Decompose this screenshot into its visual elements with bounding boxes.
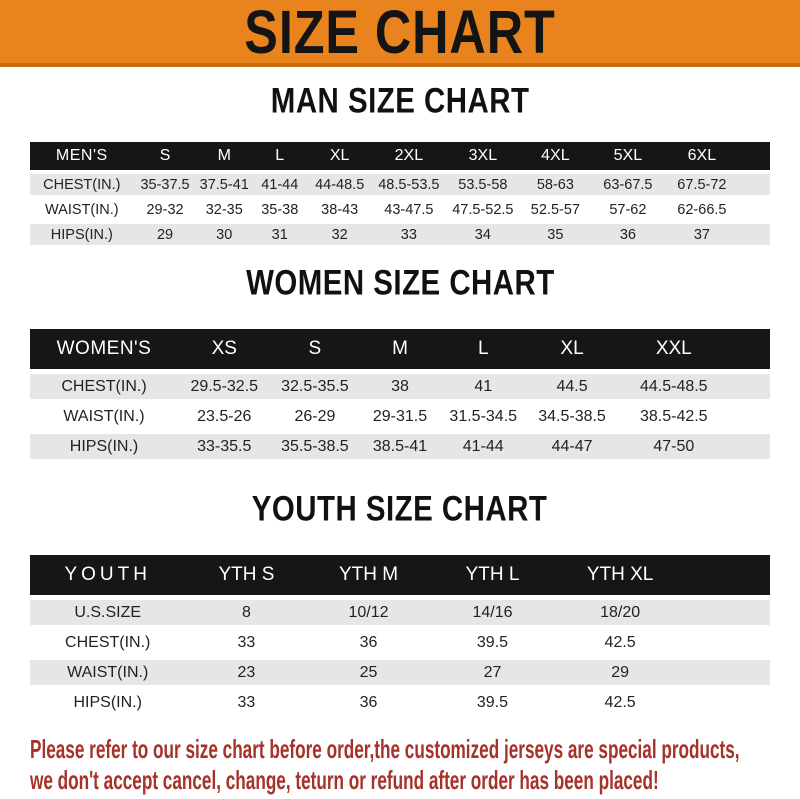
size-value-cell: 67.5-72 (665, 174, 739, 195)
table-row (30, 174, 770, 195)
size-value-cell: 53.5-58 (446, 174, 520, 195)
size-value-cell: 36 (591, 224, 665, 245)
size-column-header: 3XL (446, 142, 520, 170)
size-value-cell: 29 (134, 224, 197, 245)
size-value-cell: 39.5 (430, 690, 556, 715)
size-value-cell: 36 (307, 630, 429, 655)
size-column-header: 5XL (591, 142, 665, 170)
size-value-cell: 42.5 (555, 630, 685, 655)
size-column-header: 2XL (372, 142, 446, 170)
size-column-header: XL (526, 329, 619, 369)
women-size-section (0, 262, 800, 464)
size-value-cell: 58-63 (520, 174, 591, 195)
men-size-table (30, 138, 770, 249)
spacer-cell (739, 199, 770, 220)
size-value-cell: 57-62 (591, 199, 665, 220)
size-value-cell: 23 (185, 660, 307, 685)
size-value-cell: 47.5-52.5 (446, 199, 520, 220)
size-column-header: YTH L (430, 555, 556, 595)
youth-header-row (30, 555, 770, 595)
size-column-header: M (359, 329, 440, 369)
size-value-cell: 32-35 (196, 199, 252, 220)
size-column-header: YTH XL (555, 555, 685, 595)
size-value-cell: 25 (307, 660, 429, 685)
size-value-cell: 38.5-42.5 (618, 404, 729, 429)
table-row (30, 199, 770, 220)
spacer-cell (685, 690, 770, 715)
size-value-cell: 32.5-35.5 (271, 374, 360, 399)
table-row (30, 660, 770, 685)
size-value-cell: 38 (359, 374, 440, 399)
table-row (30, 630, 770, 655)
row-label: CHEST(IN.) (30, 174, 134, 195)
size-column-header: L (441, 329, 526, 369)
size-value-cell: 37.5-41 (196, 174, 252, 195)
size-value-cell: 44.5-48.5 (618, 374, 729, 399)
spacer-cell (729, 404, 770, 429)
spacer-cell (685, 555, 770, 595)
size-value-cell: 33 (185, 630, 307, 655)
size-value-cell: 35.5-38.5 (271, 434, 360, 459)
size-value-cell: 34 (446, 224, 520, 245)
women-header-row (30, 329, 770, 369)
size-value-cell: 36 (307, 690, 429, 715)
size-value-cell: 31 (252, 224, 308, 245)
size-column-header: YTH S (185, 555, 307, 595)
men-section-title: MAN SIZE CHART (270, 80, 530, 121)
men-section-heading (0, 80, 800, 122)
table-row (30, 404, 770, 429)
spacer-cell (739, 142, 770, 170)
row-label: WAIST(IN.) (30, 404, 178, 429)
size-value-cell: 30 (196, 224, 252, 245)
notice-line-1: Please refer to our size chart before order,the customized jerseys are special products, (30, 734, 740, 764)
youth-size-grid (30, 550, 770, 720)
size-value-cell: 35 (520, 224, 591, 245)
size-value-cell: 26-29 (271, 404, 360, 429)
table-row (30, 224, 770, 245)
spacer-cell (729, 374, 770, 399)
women-size-grid (30, 324, 770, 464)
size-value-cell: 31.5-34.5 (441, 404, 526, 429)
size-value-cell: 29-32 (134, 199, 197, 220)
size-value-cell: 52.5-57 (520, 199, 591, 220)
row-label: WAIST(IN.) (30, 660, 185, 685)
size-value-cell: 27 (430, 660, 556, 685)
size-column-header: L (252, 142, 308, 170)
size-value-cell: 41 (441, 374, 526, 399)
men-table-label: MEN'S (30, 142, 134, 170)
spacer-cell (685, 660, 770, 685)
row-label: HIPS(IN.) (30, 224, 134, 245)
youth-table-label: YOUTH (30, 555, 185, 595)
size-value-cell: 44-47 (526, 434, 619, 459)
row-label: CHEST(IN.) (30, 374, 178, 399)
size-column-header: XL (307, 142, 371, 170)
size-value-cell: 39.5 (430, 630, 556, 655)
spacer-cell (729, 329, 770, 369)
size-column-header: XXL (618, 329, 729, 369)
size-value-cell: 44.5 (526, 374, 619, 399)
women-table-label: WOMEN'S (30, 329, 178, 369)
men-size-section (0, 80, 800, 249)
size-value-cell: 43-47.5 (372, 199, 446, 220)
size-column-header: YTH M (307, 555, 429, 595)
row-label: U.S.SIZE (30, 600, 185, 625)
table-row (30, 690, 770, 715)
size-chart-banner (0, 0, 800, 67)
size-value-cell: 8 (185, 600, 307, 625)
size-chart-title: SIZE CHART (244, 0, 556, 67)
size-value-cell: 41-44 (252, 174, 308, 195)
size-value-cell: 18/20 (555, 600, 685, 625)
size-column-header: M (196, 142, 252, 170)
youth-section-title: YOUTH SIZE CHART (252, 488, 548, 529)
size-value-cell: 29-31.5 (359, 404, 440, 429)
size-column-header: XS (178, 329, 271, 369)
size-value-cell: 23.5-26 (178, 404, 271, 429)
size-value-cell: 33 (185, 690, 307, 715)
size-value-cell: 29.5-32.5 (178, 374, 271, 399)
table-row (30, 434, 770, 459)
size-value-cell: 62-66.5 (665, 199, 739, 220)
size-value-cell: 35-38 (252, 199, 308, 220)
row-label: HIPS(IN.) (30, 434, 178, 459)
size-column-header: 6XL (665, 142, 739, 170)
size-value-cell: 48.5-53.5 (372, 174, 446, 195)
table-row (30, 374, 770, 399)
spacer-cell (685, 600, 770, 625)
size-value-cell: 32 (307, 224, 371, 245)
women-section-title: WOMEN SIZE CHART (245, 262, 555, 303)
notice-line-2: we don't accept cancel, change, teturn or refund after order has been placed! (30, 765, 659, 795)
order-notice (30, 734, 800, 796)
size-value-cell: 47-50 (618, 434, 729, 459)
size-value-cell: 33 (372, 224, 446, 245)
size-value-cell: 63-67.5 (591, 174, 665, 195)
size-value-cell: 42.5 (555, 690, 685, 715)
size-value-cell: 38-43 (307, 199, 371, 220)
row-label: HIPS(IN.) (30, 690, 185, 715)
size-value-cell: 37 (665, 224, 739, 245)
size-value-cell: 34.5-38.5 (526, 404, 619, 429)
women-section-heading (0, 262, 800, 304)
spacer-cell (739, 174, 770, 195)
youth-section-heading (0, 488, 800, 530)
youth-size-section (0, 488, 800, 720)
size-value-cell: 38.5-41 (359, 434, 440, 459)
size-value-cell: 33-35.5 (178, 434, 271, 459)
women-size-table (30, 324, 770, 464)
size-value-cell: 14/16 (430, 600, 556, 625)
youth-size-table (30, 550, 770, 720)
spacer-cell (685, 630, 770, 655)
table-row (30, 600, 770, 625)
row-label: WAIST(IN.) (30, 199, 134, 220)
spacer-cell (729, 434, 770, 459)
size-value-cell: 44-48.5 (307, 174, 371, 195)
men-size-grid (30, 138, 770, 249)
size-column-header: S (134, 142, 197, 170)
row-label: CHEST(IN.) (30, 630, 185, 655)
size-value-cell: 35-37.5 (134, 174, 197, 195)
size-value-cell: 41-44 (441, 434, 526, 459)
spacer-cell (739, 224, 770, 245)
size-value-cell: 10/12 (307, 600, 429, 625)
size-value-cell: 29 (555, 660, 685, 685)
size-column-header: S (271, 329, 360, 369)
men-header-row (30, 142, 770, 170)
size-column-header: 4XL (520, 142, 591, 170)
